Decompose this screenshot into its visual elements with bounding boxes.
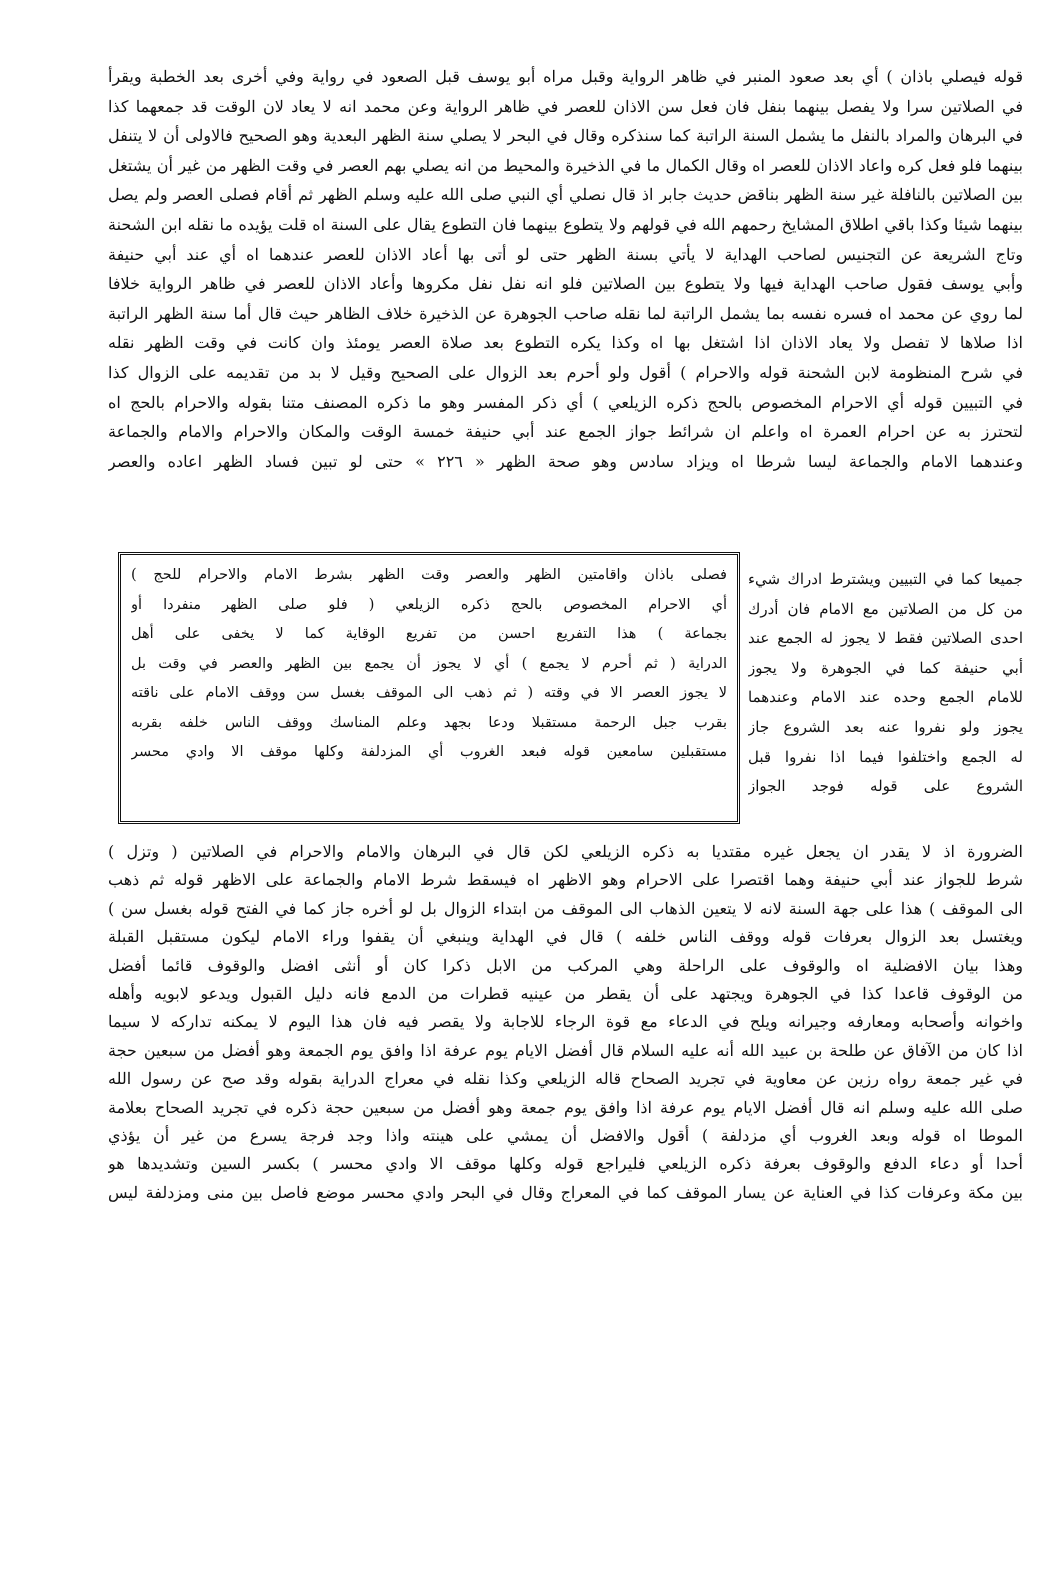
text-line: الدراية ( ثم أحرم لا يجمع ) أي لا يجوز أن يجمع بين الظهر والعصر في وقت بل [131, 655, 727, 672]
text-line: أحدا أو دعاء الدفع والوقوف بعرفة ذكره الزيلعي فليراجع قوله وكلها موقف الا وادي محسر ) بكسر السين وتشديدها هو [108, 1154, 1023, 1174]
text-line: اذا صلاها لا تفصل ولا يعاد الاذان اذا اشتغل بها اه وكذا يكره التطوع بعد صلاة العصر يومئذ وان كانت في وقت الظهر نقله [108, 333, 1023, 353]
text-line: له الجمع واختلفوا فيما اذا نفروا قبل [748, 747, 1023, 766]
text-line: احدى الصلاتين فقط لا يجوز له الجمع عند [748, 629, 1023, 648]
text-line: جميعا كما في التبيين ويشترط ادراك شيء [748, 570, 1023, 588]
text-line: ويغتسل بعد الزوال بعرفات قوله ووقف الناس خلفه ) قال في الهداية وينبغي أن يقفوا وراء الامام ليكون مستقبل القبلة [108, 927, 1023, 947]
text-line: وهذا بيان الافضلية اه والوقوف على الراحلة وهي المركب من الابل ذكرا كان أو أنثى افضل والوقوف قائما أفضل [108, 955, 1023, 975]
text-line: لا يجوز العصر الا في وقته ( ثم ذهب الى الموقف بغسل سن ووقف الامام على ناقته [131, 685, 727, 701]
text-line: في البرهان والمراد بالنفل ما يشمل السنة الراتبة كما سنذكره وقال في البحر لا يصلي سنة الظهر البعدية وهو الصحيح فالاولى أن لا يتنفل [108, 126, 1023, 146]
text-line: أي الاحرام المخصوص بالحج ذكره الزيلعي ( فلو صلى الظهر منفردا أو [131, 596, 727, 613]
commentary-bottom-text [108, 838, 1023, 1207]
text-line: وتاج الشريعة عن التجنيس لصاحب الهداية لا يأتي بسنة الظهر حتى لو أتى بها أعاد الاذان للعصر عندهما اه أي عند أبي حنيفة [108, 244, 1023, 264]
text-line: مستقبلين سامعين قوله فبعد الغروب أي المزدلفة وكلها موقف الا وادي محسر [131, 744, 727, 760]
text-line: وأبي يوسف فقول صاحب الهداية فيها ولا يتطوع بين الصلاتين فلو انه نفل نفل مكروها وأعاد الاذان للعصر في ظاهر الرواية خلافا [108, 274, 1023, 294]
text-line: لما روي عن محمد اه فسره نفسه بما يشمل الراتبة لما نقله صاحب الجوهرة عن الذخيرة خلاف الظاهر حيث قال أما سنة الظهر الراتبة [108, 303, 1023, 323]
text-line: للامام الجمع وحده عند الامام وعندهما [748, 688, 1023, 707]
text-line: بين الصلاتين بالنافلة غير سنة الظهر بناقض حديث جابر اذ قال نصلي أي النبي صلى الله عليه وسلم الظهر ثم أقام فصلى العصر ولم يصل [108, 185, 1023, 205]
text-line: الضرورة اذ لا يقدر ان يجعل غيره مقتديا به ذكره الزيلعي لكن قال في البرهان والامام والاحرام في الصلاتين ( وتزل ) [108, 842, 1023, 861]
text-line: فصلى باذان واقامتين الظهر والعصر وقت الظهر بشرط الامام والاحرام للحج ) [131, 567, 727, 583]
text-line: في شرح المنظومة لابن الشحنة قوله والاحرام ) أقول ولو أحرم بعد الزوال على الصحيح وقيل لا بد من تقديمه على الزوال كذا [108, 362, 1023, 382]
text-line: من الوقوف قاعدا كذا في الجوهرة ويجتهد على أن يقطر من عينيه قطرات من الدمع فانه دليل القبول ويدعو لابويه وأهله [108, 983, 1023, 1003]
text-line: في الصلاتين سرا ولا يفصل بينهما بنفل فان فعل سن الاذان للعصر في ظاهر الرواية وعن محمد انه لا يعاد لان الوقت قد جمعهما كذا [108, 96, 1023, 116]
text-line: وعندهما الامام والجماعة ليسا شرطا اه ويزاد سادس وهو صحة الظهر « ٢٢٦ » حتى لو تبين فساد الظهر اعاده والعصر [108, 451, 1023, 471]
commentary-top-text [108, 62, 1023, 476]
text-line: الى الموقف ) هذا على جهة السنة لانه لا يتعين الذهاب الى الموقف من ابتداء الزوال بل لو أخره جاز كما في الفتح قوله بغسل سن ) [108, 898, 1023, 918]
text-line: واخوانه وأصحابه ومعارفه وجيرانه ويلح في الدعاء مع قوة الرجاء للاجابة ولا يقصر فيه فان هذا اليوم لا يمكنه تداركه لا سيما [108, 1012, 1023, 1032]
text-line: صلى الله عليه وسلم انه قال أفضل الايام يوم عرفة اذا وافق يوم جمعة وهو أفضل من سبعين حجة ذكره في تجريد الصحاح بعلامة [108, 1097, 1023, 1117]
text-line: يجوز ولو نفروا عنه بعد الشروع جاز [748, 717, 1023, 736]
text-line: في غير جمعة رواه رزين عن معاوية في تجريد الصحاح قاله الزيلعي وكذا نقله في معراج الدراية بقوله وقد صح عن رسول الله [108, 1069, 1023, 1089]
side-column-text [748, 565, 1023, 802]
text-line: في التبيين قوله أي الاحرام المخصوص بالحج ذكره الزيلعي ) أي ذكر المفسر وهو ما ذكره المصنف متنا بقوله والاحرام بالحج اه [108, 392, 1023, 412]
text-line: بينهما فلو فعل كره واعاد الاذان للعصر اه وقال الكمال ما في الذخيرة والمحيط من انه يصلي بهم العصر في وقت الظهر من غير أن يشتغل [108, 155, 1023, 175]
text-line: شرط للجواز عند أبي حنيفة وهما اقتصرا على الاحرام وهو الاظهر اه فيسقط شرط الامام والجماعة على الاظهر قوله ثم ذهب [108, 870, 1023, 890]
text-line: أبي حنيفة كما في الجوهرة ولا يجوز [748, 658, 1023, 677]
text-line: بين مكة وعرفات كذا في العناية عن يسار الموقف كما في المعراج وقال في البحر وادي محسر موضع فاصل بين منى ومزدلفة ليس [108, 1182, 1023, 1202]
matn-boxed-text [118, 552, 740, 824]
text-line: الموطا اه قوله وبعد الغروب أي مزدلفة ) أقول والافضل أن يمشي على هينته واذا وجد فرجة يسرع من غير أن يؤذي [108, 1125, 1023, 1145]
text-line: اذا كان من الآفاق عن طلحة بن عبيد الله أنه عليه السلام قال أفضل الايام يوم عرفة اذا وافق يوم الجمعة وهو أفضل من سبعين حجة [108, 1040, 1023, 1060]
text-line: لتحترز به عن احرام العمرة اه واعلم ان شرائط جواز الجمع عند أبي حنيفة خمسة الوقت والمكان والاحرام والامام والجماعة [108, 422, 1023, 442]
text-line: من كل من الصلاتين مع الامام فان أدرك [748, 599, 1023, 618]
text-line: بينهما شيئا وكذا باقي اطلاق المشايخ رحمهم الله في قولهم ولا يتطوع بينهما فان التطوع يقال على السنة اه قلت يؤيده ما نقله ابن الشحنة [108, 214, 1023, 234]
text-line: قوله فيصلي باذان ) أي بعد صعود المنبر في ظاهر الرواية وقبل مراه أبو يوسف قبل الصعود في رواية وفي أخرى بعد الخطبة ويقرأ [108, 67, 1023, 86]
text-line: بجماعة ) هذا التفريع احسن من تفريع الوقاية كما لا يخفى على أهل [131, 626, 727, 642]
text-line: بقرب جبل الرحمة مستقبلا ودعا بجهد وعلم المناسك ووقف الناس خلفه بقربه [131, 714, 727, 731]
text-line: الشروع على قوله فوجد الجواز [748, 777, 1023, 796]
